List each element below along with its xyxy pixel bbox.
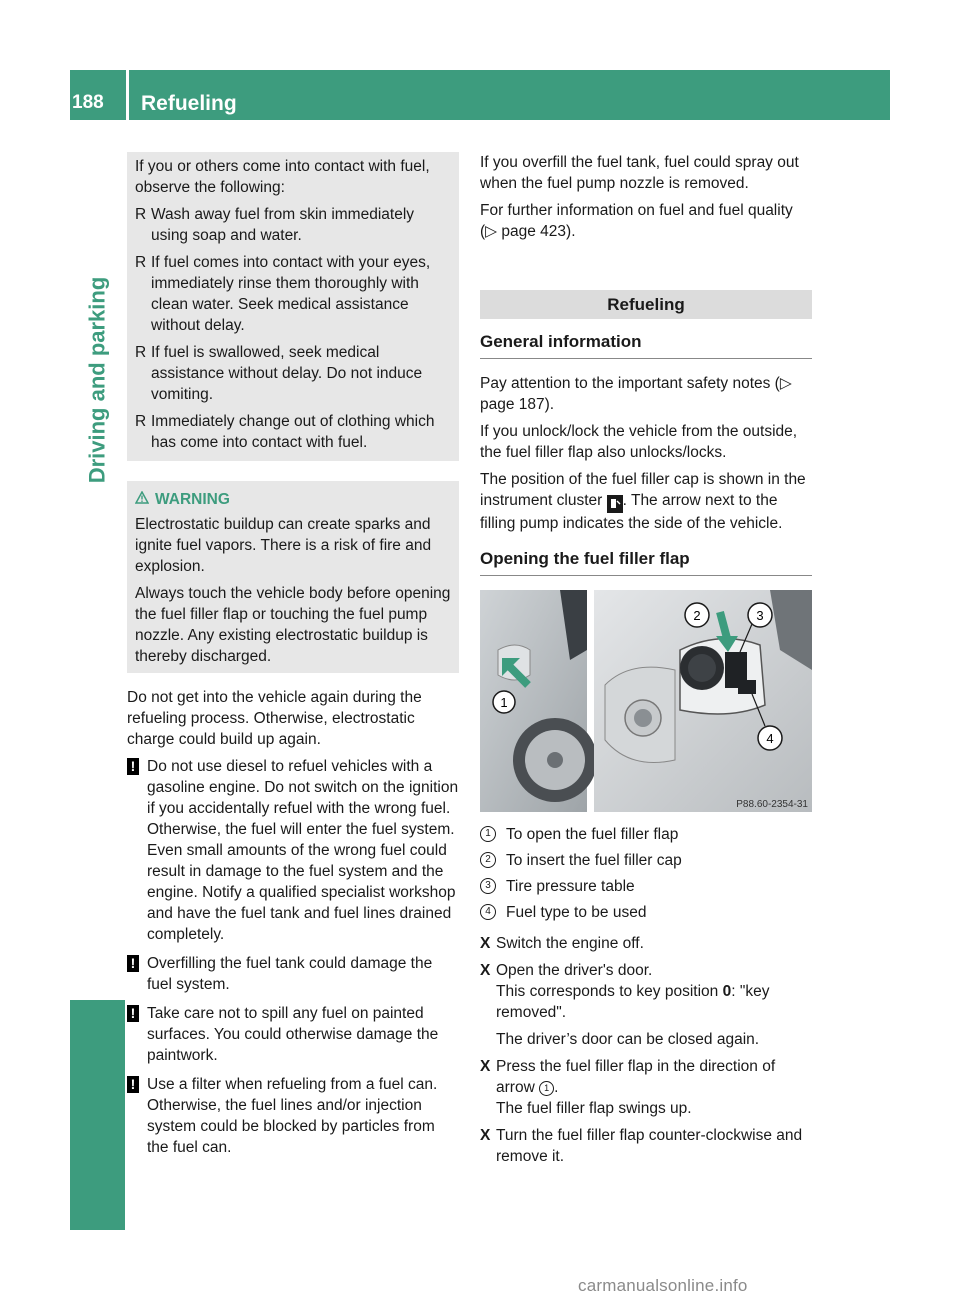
header-divider — [126, 70, 129, 120]
warning-text-1: Electrostatic buildup can create sparks and ignite fuel vapors. There is a risk of fire and explosion. — [135, 516, 432, 575]
step-arrow-icon: X — [480, 1058, 491, 1075]
overfill-paragraph: If you overfill the fuel tank, fuel could spray out when the fuel pump nozzle is removed. — [480, 154, 799, 192]
bullet-icon: R — [135, 206, 147, 223]
left-column — [127, 152, 459, 1166]
figure-code: P88.60-2354-31 — [736, 799, 808, 810]
callout-4-label: 4 — [766, 731, 774, 746]
fuel-contact-box — [127, 152, 459, 461]
callout-1-label: 1 — [500, 695, 508, 710]
legend-item: 3 Tire pressure table — [480, 876, 812, 897]
callout-ref-1: 1 — [539, 1081, 554, 1096]
bullet-icon: R — [135, 344, 147, 361]
fuel-filler-figure — [480, 590, 812, 812]
step-item: X Turn the fuel filler flap counter-clockwise and remove it. — [480, 1127, 803, 1165]
notice-item: ! Take care not to spill any fuel on painted surfaces. You could otherwise damage the paintwork. — [127, 1003, 459, 1066]
legend-number: 1 — [480, 826, 496, 842]
section-title: Refueling — [141, 92, 237, 115]
list-item: R Wash away fuel from skin immediately using soap and water. — [135, 206, 415, 244]
notice-item: ! Use a filter when refueling from a fuel can. Otherwise, the fuel lines and/or injection system could be blocked by particles from the fuel can. — [127, 1074, 459, 1158]
section-band: Refueling — [480, 290, 812, 319]
opening-flap-heading: Opening the fuel filler flap — [480, 548, 812, 576]
watermark: carmanualsonline.info — [578, 1276, 748, 1295]
warning-text-2: Always touch the vehicle body before opening the fuel filler flap or touching the fuel pump nozzle. Any existing electrostatic buildup is thereby discharged. — [135, 585, 451, 665]
exclamation-icon: ! — [127, 1005, 139, 1022]
legend-number: 4 — [480, 904, 496, 920]
callout-3-label: 3 — [756, 608, 764, 623]
fuel-contact-intro: If you or others come into contact with fuel, observe the following: — [135, 158, 430, 196]
fuel-quality-reference: For further information on fuel and fuel quality (▷ page 423). — [480, 202, 793, 240]
callout-2-label: 2 — [693, 608, 701, 623]
general-information-heading: General information — [480, 331, 812, 359]
legend-number: 2 — [480, 852, 496, 868]
warning-triangle-icon — [135, 489, 149, 510]
unlock-lock-paragraph: If you unlock/lock the vehicle from the outside, the fuel filler flap also unlocks/locks. — [480, 423, 798, 461]
exclamation-icon: ! — [127, 758, 139, 775]
list-item: R If fuel comes into contact with your eyes, immediately rinse them thoroughly with clean water. Seek medical assistance without delay. — [135, 254, 431, 334]
notice-item: ! Do not use diesel to refuel vehicles with a gasoline engine. Do not switch on the ignition if you accidentally refuel with the wrong fuel. Otherwise, the fuel will enter the fuel system. Even small amounts of the wrong fuel could result in damage to the fuel system and the engine. Notify a qualified specialist workshop and have the fuel tank and fuel lines drained completely. — [127, 756, 459, 945]
list-item: R Immediately change out of clothing which has come into contact with fuel. — [135, 413, 435, 451]
static-charge-paragraph: Do not get into the vehicle again during the refueling process. Otherwise, electrostatic charge could build up again. — [127, 689, 422, 748]
fuel-filler-illustration — [480, 590, 812, 812]
legend-item: 1 To open the fuel filler flap — [480, 824, 812, 845]
legend-number: 3 — [480, 878, 496, 894]
step-arrow-icon: X — [480, 962, 491, 979]
step-item: X Open the driver's door. This corresponds to key position 0: "key removed". The driver’s door can be closed again. — [480, 962, 770, 1048]
bullet-icon: R — [135, 413, 147, 430]
side-tab-label: Driving and parking — [84, 276, 110, 484]
step-item: X Switch the engine off. — [480, 935, 644, 952]
exclamation-icon: ! — [127, 1076, 139, 1093]
legend-item: 4 Fuel type to be used — [480, 902, 812, 923]
step-item: X Press the fuel filler flap in the direction of arrow 1 . The fuel filler flap swings up. — [480, 1058, 776, 1117]
warning-heading: WARNING — [135, 489, 451, 510]
safety-notes-reference: Pay attention to the important safety notes (▷ page 187). — [480, 375, 792, 413]
fuel-pump-icon — [607, 495, 623, 513]
exclamation-icon: ! — [127, 955, 139, 972]
side-tab-marker — [70, 1000, 125, 1230]
legend-item: 2 To insert the fuel filler cap — [480, 850, 812, 871]
step-arrow-icon: X — [480, 1127, 491, 1144]
page-number: 188 — [72, 92, 104, 113]
notice-item: ! Overfilling the fuel tank could damage the fuel system. — [127, 953, 459, 995]
warning-box — [127, 481, 459, 673]
key-position: 0 — [722, 983, 732, 1000]
step-arrow-icon: X — [480, 935, 491, 952]
filler-cap-position-paragraph: The position of the fuel filler cap is shown in the instrument cluster . The arrow next to the filling pump indicates the side of the vehicle. — [480, 471, 806, 532]
bullet-icon: R — [135, 254, 147, 271]
right-column — [480, 152, 812, 1173]
list-item: R If fuel is swallowed, seek medical assistance without delay. Do not induce vomiting. — [135, 344, 423, 403]
